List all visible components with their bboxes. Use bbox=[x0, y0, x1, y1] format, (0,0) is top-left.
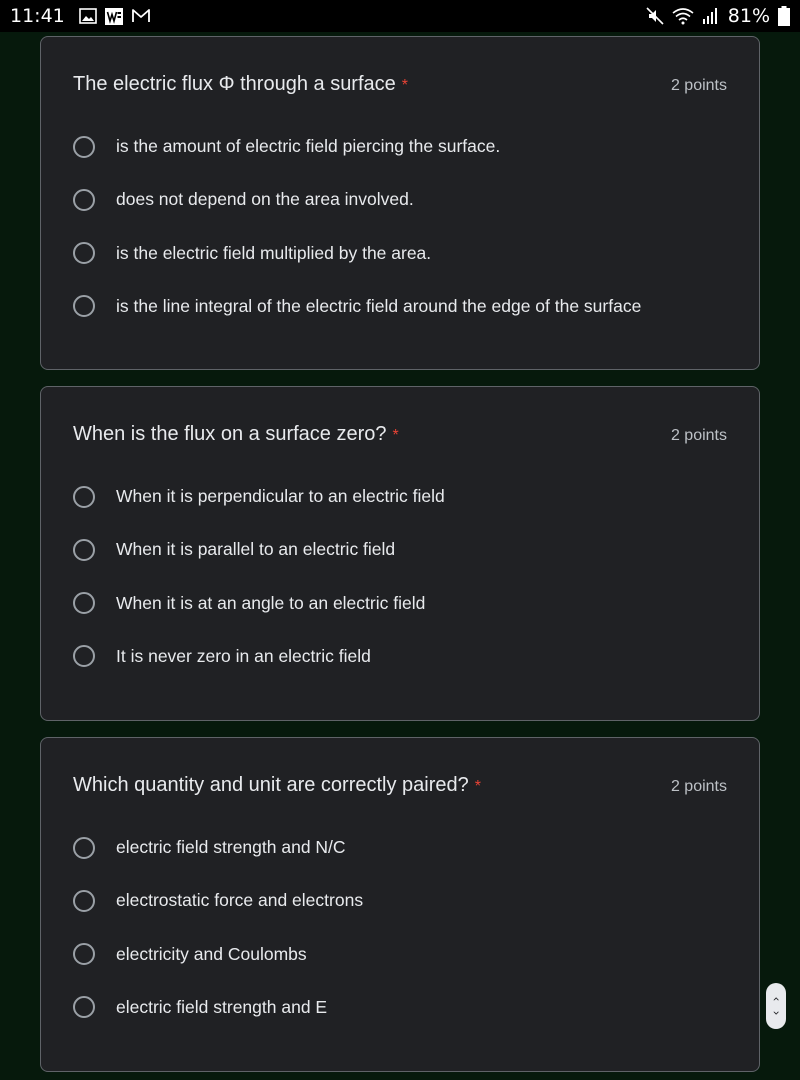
radio-button[interactable] bbox=[73, 996, 95, 1018]
option-label: is the line integral of the electric field around the edge of the surface bbox=[116, 295, 642, 316]
radio-button[interactable] bbox=[73, 943, 95, 965]
radio-button[interactable] bbox=[73, 242, 95, 264]
chevron-up-icon: ‹ bbox=[769, 996, 783, 1002]
option-2[interactable] bbox=[73, 887, 363, 914]
option-label: When it is perpendicular to an electric field bbox=[116, 486, 445, 506]
option-label: electric field strength and N/C bbox=[116, 837, 346, 857]
option-3[interactable] bbox=[73, 240, 641, 267]
radio-button[interactable] bbox=[73, 837, 95, 859]
option-label: When it is parallel to an electric field bbox=[116, 539, 396, 560]
option-label: electrostatic force and electrons bbox=[116, 890, 364, 911]
question-title: When is the flux on a surface zero? * bbox=[73, 423, 399, 445]
question-card-1 bbox=[40, 36, 760, 370]
question-points: 2 points bbox=[670, 427, 727, 444]
option-4[interactable] bbox=[73, 994, 363, 1021]
option-label: It is never zero in an electric field bbox=[116, 645, 371, 666]
question-title: Which quantity and unit are correctly paired? * bbox=[73, 774, 481, 796]
mute-icon bbox=[646, 7, 664, 25]
question-card-3 bbox=[40, 737, 760, 1072]
options-list bbox=[73, 834, 363, 1047]
option-label: electricity and Coulombs bbox=[116, 943, 307, 964]
option-3[interactable] bbox=[73, 941, 363, 968]
required-asterisk: * bbox=[401, 77, 409, 94]
gallery-icon bbox=[79, 8, 97, 24]
option-label: is the amount of electric field piercing the surface. bbox=[116, 136, 501, 156]
option-label: When it is at an angle to an electric field bbox=[116, 592, 426, 613]
option-3[interactable] bbox=[73, 590, 445, 617]
scroll-handle[interactable] bbox=[766, 983, 786, 1029]
wifi-icon bbox=[672, 7, 694, 25]
option-label: does not depend on the area involved. bbox=[116, 189, 414, 210]
option-2[interactable] bbox=[73, 536, 445, 563]
battery-percentage: 81% bbox=[727, 5, 770, 27]
radio-button[interactable] bbox=[73, 295, 95, 317]
option-1[interactable] bbox=[73, 483, 445, 510]
radio-button[interactable] bbox=[73, 592, 95, 614]
option-1[interactable] bbox=[73, 834, 363, 861]
required-asterisk: * bbox=[474, 778, 481, 795]
options-list bbox=[73, 133, 641, 346]
status-time: 11:41 bbox=[10, 5, 65, 27]
gmail-icon bbox=[131, 8, 151, 24]
question-title: The electric flux Φ through a surface * bbox=[73, 73, 409, 95]
options-list bbox=[73, 483, 445, 696]
radio-button[interactable] bbox=[73, 539, 95, 561]
signal-icon bbox=[702, 7, 720, 25]
required-asterisk: * bbox=[392, 427, 399, 444]
question-points: 2 points bbox=[670, 77, 727, 94]
option-4[interactable] bbox=[73, 293, 641, 320]
radio-button[interactable] bbox=[73, 189, 95, 211]
question-card-2 bbox=[40, 386, 760, 721]
option-1[interactable] bbox=[73, 133, 641, 160]
option-label: electric field strength and E bbox=[116, 996, 328, 1017]
radio-button[interactable] bbox=[73, 486, 95, 508]
status-bar bbox=[0, 0, 800, 32]
radio-button[interactable] bbox=[73, 136, 95, 158]
radio-button[interactable] bbox=[73, 645, 95, 667]
radio-button[interactable] bbox=[73, 890, 95, 912]
battery-icon bbox=[778, 6, 790, 26]
option-4[interactable] bbox=[73, 643, 445, 670]
option-label: is the electric field multiplied by the area. bbox=[116, 242, 432, 263]
question-points: 2 points bbox=[670, 778, 727, 795]
option-2[interactable] bbox=[73, 186, 641, 213]
word-icon bbox=[105, 8, 123, 25]
chevron-down-icon: › bbox=[769, 1010, 783, 1016]
